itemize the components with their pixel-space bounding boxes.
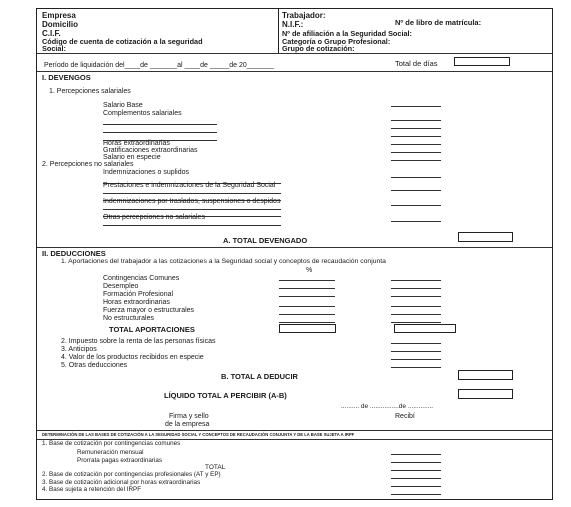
amount-line[interactable] xyxy=(391,359,441,360)
header-divider xyxy=(278,9,279,53)
gratificaciones-label: Gratificaciones extraordinarias xyxy=(103,147,198,154)
pct-line[interactable] xyxy=(279,306,335,307)
desempleo-label: Desempleo xyxy=(103,283,139,290)
header-bottom-rule xyxy=(37,53,552,54)
complementos-label: Complementos salariales xyxy=(103,110,182,117)
categoria-label: Categoría o Grupo Profesional: xyxy=(282,37,391,46)
amount-line[interactable] xyxy=(391,288,441,289)
devengos-rule xyxy=(37,247,552,248)
amount-line[interactable] xyxy=(391,221,441,222)
salario-base-label: Salario Base xyxy=(103,102,143,109)
payslip-form xyxy=(36,8,553,500)
amount-line[interactable] xyxy=(391,343,441,344)
anticipos-label: 3. Anticipos xyxy=(61,346,97,353)
base-adicional-label: 3. Base de cotización adicional por horas extraordinarias xyxy=(42,479,201,486)
total-aportaciones-pct-box[interactable] xyxy=(279,324,336,333)
total-deducir-label: B. TOTAL A DEDUCIR xyxy=(221,372,298,381)
amount-line[interactable] xyxy=(391,470,441,471)
base-profesionales-label: 2. Base de cotización por contingencias profesionales (AT y EP) xyxy=(42,471,221,478)
domicilio-label: Domicilio xyxy=(42,20,79,29)
irpf-label: 2. Impuesto sobre la renta de las personas físicas xyxy=(61,338,216,345)
contingencias-label: Contingencias Comunes xyxy=(103,275,180,282)
period-text: Período de liquidación del____de _______al ____de _____de 20_______ xyxy=(44,62,275,69)
no-estructurales-label: No estructurales xyxy=(103,315,154,322)
fecha-text: .......... de ................de .............. xyxy=(341,403,434,410)
total-aportaciones-box[interactable] xyxy=(394,324,456,333)
afiliacion-label: Nº de afiliación a la Seguridad Social: xyxy=(282,29,412,38)
fuerza-mayor-label: Fuerza mayor o estructurales xyxy=(103,307,195,314)
firma-label-cont: de la empresa xyxy=(165,421,210,428)
blank-line xyxy=(103,225,281,226)
salariales-title: 1. Percepciones salariales xyxy=(49,88,131,95)
amount-line[interactable] xyxy=(391,314,441,315)
total-devengado-box[interactable] xyxy=(458,232,513,242)
amount-line[interactable] xyxy=(391,177,441,178)
liquido-box[interactable] xyxy=(458,389,513,399)
base-irpf-label: 4. Base sujeta a retención del IRPF xyxy=(42,486,142,493)
devengos-title: I. DEVENGOS xyxy=(42,73,91,82)
amount-line[interactable] xyxy=(391,367,441,368)
pct-line[interactable] xyxy=(279,322,335,323)
bases-title: DETERMINACIÓN DE LAS BASES DE COTIZACIÓN A LA SEGURIDAD SOCIAL Y CONCEPTOS DE RECAUDACIÓN CONJUNTA Y DE LA BASE SUJETA A IRPF xyxy=(42,432,355,437)
indemnizaciones-label: Indemnizaciones o suplidos xyxy=(103,169,189,176)
total-dias-box[interactable] xyxy=(454,57,510,66)
prorrata-label: Prorrata pagas extraordinarias xyxy=(77,457,163,464)
amount-line[interactable] xyxy=(391,152,441,153)
matricula-label: Nº de libro de matrícula: xyxy=(395,18,482,27)
amount-line[interactable] xyxy=(391,128,441,129)
empresa-label: Empresa xyxy=(42,11,76,20)
pct-label: % xyxy=(306,267,313,274)
cif-label: C.I.F. xyxy=(42,29,61,38)
amount-line[interactable] xyxy=(391,144,441,145)
recibi-label: Recibí xyxy=(395,413,415,420)
amount-line[interactable] xyxy=(391,454,441,455)
deducciones-title: II. DEDUCCIONES xyxy=(42,249,106,258)
period-rule xyxy=(37,71,552,72)
salario-especie-label: Salario en especie xyxy=(103,154,161,161)
total-aportaciones-label: TOTAL APORTACIONES xyxy=(109,325,195,334)
otras-percepciones-label: Otras percepciones no salariales xyxy=(103,214,205,221)
base-contingencias-label: 1. Base de cotización por contingencias comunes xyxy=(42,440,181,447)
ccc-label-cont: Social: xyxy=(42,44,66,53)
pct-line[interactable] xyxy=(279,288,335,289)
blank-line xyxy=(103,132,217,133)
especie-label: 4. Valor de los productos recibidos en especie xyxy=(61,354,204,361)
amount-line[interactable] xyxy=(391,296,441,297)
amount-line[interactable] xyxy=(391,494,441,495)
amount-line[interactable] xyxy=(391,120,441,121)
pct-line[interactable] xyxy=(279,296,335,297)
total-dias-label: Total de días xyxy=(395,59,438,68)
no-salariales-title: 2. Percepciones no salariales xyxy=(42,161,134,168)
aportaciones-title: 1. Aportaciones del trabajador a las cotizaciones a la Seguridad social y conceptos de recaudación conjunta xyxy=(61,258,386,265)
pct-line[interactable] xyxy=(279,314,335,315)
amount-line[interactable] xyxy=(391,462,441,463)
amount-line[interactable] xyxy=(391,486,441,487)
trabajador-label: Trabajador: xyxy=(282,11,326,20)
total-devengado-label: A. TOTAL DEVENGADO xyxy=(223,236,308,245)
amount-line[interactable] xyxy=(391,306,441,307)
pct-line[interactable] xyxy=(279,280,335,281)
amount-line[interactable] xyxy=(391,322,441,323)
liquido-label: LÍQUIDO TOTAL A PERCIBIR (A-B) xyxy=(164,391,287,400)
otras-deducciones-label: 5. Otras deducciones xyxy=(61,362,128,369)
horas-extra-label: Horas extraordinarias xyxy=(103,140,170,147)
grupo-label: Grupo de cotización: xyxy=(282,44,355,53)
blank-line xyxy=(103,124,217,125)
horas-extra-ded-label: Horas extraordinarias xyxy=(103,299,170,306)
firma-label: Firma y sello xyxy=(169,413,209,420)
formacion-label: Formación Profesional xyxy=(103,291,174,298)
nif-label: N.I.F.: xyxy=(282,20,304,29)
prestaciones-label: Prestaciones e indemnizaciones de la Seguridad Social xyxy=(103,182,276,189)
amount-line[interactable] xyxy=(391,106,441,107)
bases-rule xyxy=(37,430,552,431)
amount-line[interactable] xyxy=(391,478,441,479)
blank-line xyxy=(103,193,281,194)
amount-line[interactable] xyxy=(391,190,441,191)
remuneracion-label: Remuneración mensual xyxy=(77,449,144,456)
amount-line[interactable] xyxy=(391,160,441,161)
total-deducir-box[interactable] xyxy=(458,370,513,380)
amount-line[interactable] xyxy=(391,136,441,137)
amount-line[interactable] xyxy=(391,205,441,206)
traslados-label: Indemnizaciones por traslados, suspensiones o despidos xyxy=(103,198,281,205)
blank-line xyxy=(103,209,281,210)
amount-line[interactable] xyxy=(391,351,441,352)
bases-total-label: TOTAL xyxy=(205,464,226,471)
amount-line[interactable] xyxy=(391,280,441,281)
ccc-label: Código de cuenta de cotización a la seguridad xyxy=(42,37,203,46)
